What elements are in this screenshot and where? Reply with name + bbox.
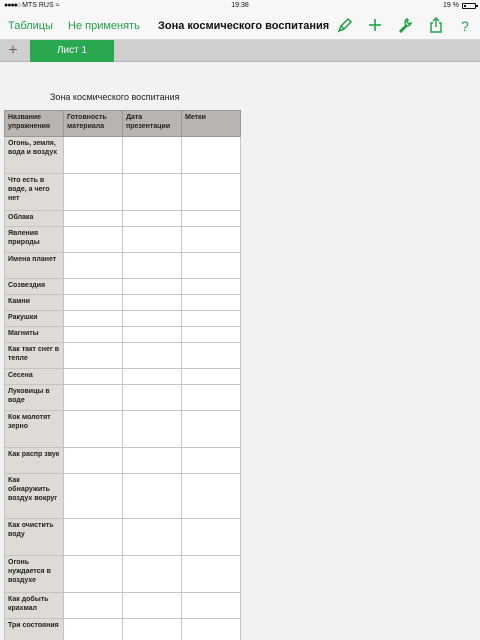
row-label[interactable]: Имена планет [5, 253, 64, 279]
wrench-icon[interactable] [396, 17, 414, 35]
carrier-name: MTS RUS [22, 2, 54, 9]
battery-info [443, 2, 476, 9]
table-cell[interactable] [123, 619, 182, 640]
table-cell[interactable] [64, 369, 123, 385]
table-row [5, 295, 241, 311]
table-cell[interactable] [123, 174, 182, 211]
add-icon[interactable] [366, 17, 384, 35]
tab-sheet-1[interactable]: Лист 1 [30, 40, 114, 62]
header-row [5, 111, 241, 137]
table-cell[interactable] [64, 137, 123, 174]
table-row [5, 474, 241, 519]
table-cell[interactable] [182, 619, 241, 640]
table-cell[interactable] [123, 211, 182, 227]
clock: 19:38 [231, 2, 249, 9]
table-cell[interactable] [182, 474, 241, 519]
table-cell[interactable] [123, 137, 182, 174]
revert-button[interactable]: Не применять [68, 20, 140, 32]
header-exercise-name[interactable]: Название упражнения [5, 111, 64, 137]
table-cell[interactable] [123, 593, 182, 619]
table-cell[interactable] [64, 327, 123, 343]
table-cell[interactable] [123, 369, 182, 385]
row-label[interactable]: Луковицы в воде [5, 385, 64, 411]
header-presentation-date[interactable]: Дата презентации [123, 111, 182, 137]
table-row [5, 211, 241, 227]
table-cell[interactable] [64, 619, 123, 640]
battery-percent: 19 % [443, 2, 459, 9]
exercise-table[interactable] [4, 110, 241, 640]
table-cell[interactable] [123, 448, 182, 474]
row-label[interactable]: Ракушки [5, 311, 64, 327]
table-cell[interactable] [182, 311, 241, 327]
table-cell[interactable] [182, 327, 241, 343]
table-row [5, 411, 241, 448]
status-bar [0, 0, 480, 12]
battery-fill [464, 5, 466, 7]
row-label[interactable]: Как такт снег в тепле [5, 343, 64, 369]
table-cell[interactable] [123, 327, 182, 343]
row-label[interactable]: Кок молотят зерно [5, 411, 64, 448]
row-label[interactable]: Магниты [5, 327, 64, 343]
table-cell[interactable] [123, 343, 182, 369]
table-cell[interactable] [123, 295, 182, 311]
table-row [5, 593, 241, 619]
wifi-icon: ≈ [55, 2, 60, 9]
toolbar [0, 12, 480, 40]
table-cell[interactable] [182, 295, 241, 311]
table-cell[interactable] [182, 411, 241, 448]
table-title[interactable]: Зона космического воспитания [50, 92, 180, 102]
table-cell[interactable] [123, 253, 182, 279]
document-title[interactable]: Зона космического воспитания [158, 20, 330, 32]
table-row [5, 137, 241, 174]
row-label[interactable]: Что есть в воде, а чего нет [5, 174, 64, 211]
table-cell[interactable] [182, 448, 241, 474]
header-material-readiness[interactable]: Готовность материала [64, 111, 123, 137]
table-cell[interactable] [64, 311, 123, 327]
table-row [5, 327, 241, 343]
row-label[interactable]: Как распр звук [5, 448, 64, 474]
table-cell[interactable] [123, 411, 182, 448]
signal-icon: ●●●●○ [4, 2, 21, 9]
table-cell[interactable] [64, 279, 123, 295]
table-row [5, 174, 241, 211]
share-icon[interactable] [427, 17, 445, 35]
table-cell[interactable] [123, 519, 182, 556]
table-cell[interactable] [64, 211, 123, 227]
table-cell[interactable] [123, 227, 182, 253]
table-cell[interactable] [182, 137, 241, 174]
table-cell[interactable] [182, 369, 241, 385]
table-cell[interactable] [64, 295, 123, 311]
table-cell[interactable] [64, 411, 123, 448]
format-brush-icon[interactable] [336, 17, 354, 35]
table-row [5, 279, 241, 295]
table-cell[interactable] [123, 556, 182, 593]
table-cell[interactable] [64, 253, 123, 279]
table-row [5, 311, 241, 327]
header-tags[interactable]: Метки [182, 111, 241, 137]
table-cell[interactable] [182, 556, 241, 593]
table-row [5, 227, 241, 253]
table-cell[interactable] [64, 556, 123, 593]
table-cell[interactable] [182, 279, 241, 295]
table-cell[interactable] [182, 174, 241, 211]
table-cell[interactable] [123, 311, 182, 327]
row-label[interactable]: Камни [5, 295, 64, 311]
table-row [5, 556, 241, 593]
row-label[interactable]: Созвездия [5, 279, 64, 295]
add-sheet-button[interactable]: + [8, 42, 18, 59]
table-row [5, 369, 241, 385]
table-cell[interactable] [182, 227, 241, 253]
table-cell[interactable] [182, 385, 241, 411]
table-row [5, 519, 241, 556]
table-cell[interactable] [64, 474, 123, 519]
table-cell[interactable] [64, 385, 123, 411]
row-label[interactable]: Облака [5, 211, 64, 227]
table-cell[interactable] [182, 253, 241, 279]
help-icon[interactable]: ? [461, 18, 469, 34]
table-row [5, 619, 241, 640]
row-label[interactable]: Явления природы [5, 227, 64, 253]
table-cell[interactable] [182, 519, 241, 556]
table-cell[interactable] [64, 593, 123, 619]
table-cell[interactable] [64, 519, 123, 556]
sheet-tabs-bar [0, 40, 480, 62]
battery-icon [462, 3, 476, 9]
table-cell[interactable] [64, 227, 123, 253]
row-label[interactable]: Сесена [5, 369, 64, 385]
row-label[interactable]: Огонь нуждается в воздухе [5, 556, 64, 593]
table-cell[interactable] [123, 279, 182, 295]
sheet-canvas[interactable] [0, 62, 480, 640]
table-cell[interactable] [123, 474, 182, 519]
table-cell[interactable] [64, 343, 123, 369]
row-label[interactable]: Три состояния [5, 619, 64, 640]
row-label[interactable]: Как добыть крахмал [5, 593, 64, 619]
table-row [5, 385, 241, 411]
table-cell[interactable] [64, 174, 123, 211]
table-cell[interactable] [182, 343, 241, 369]
table-row [5, 253, 241, 279]
table-row [5, 448, 241, 474]
table-row [5, 343, 241, 369]
table-cell[interactable] [182, 211, 241, 227]
row-label[interactable]: Как обнаружить воздух вокруг [5, 474, 64, 519]
table-cell[interactable] [182, 593, 241, 619]
row-label[interactable]: Как очистить воду [5, 519, 64, 556]
table-cell[interactable] [123, 385, 182, 411]
row-label[interactable]: Огонь, земля, вода и воздух [5, 137, 64, 174]
tables-button[interactable]: Таблицы [8, 20, 53, 32]
table-cell[interactable] [64, 448, 123, 474]
